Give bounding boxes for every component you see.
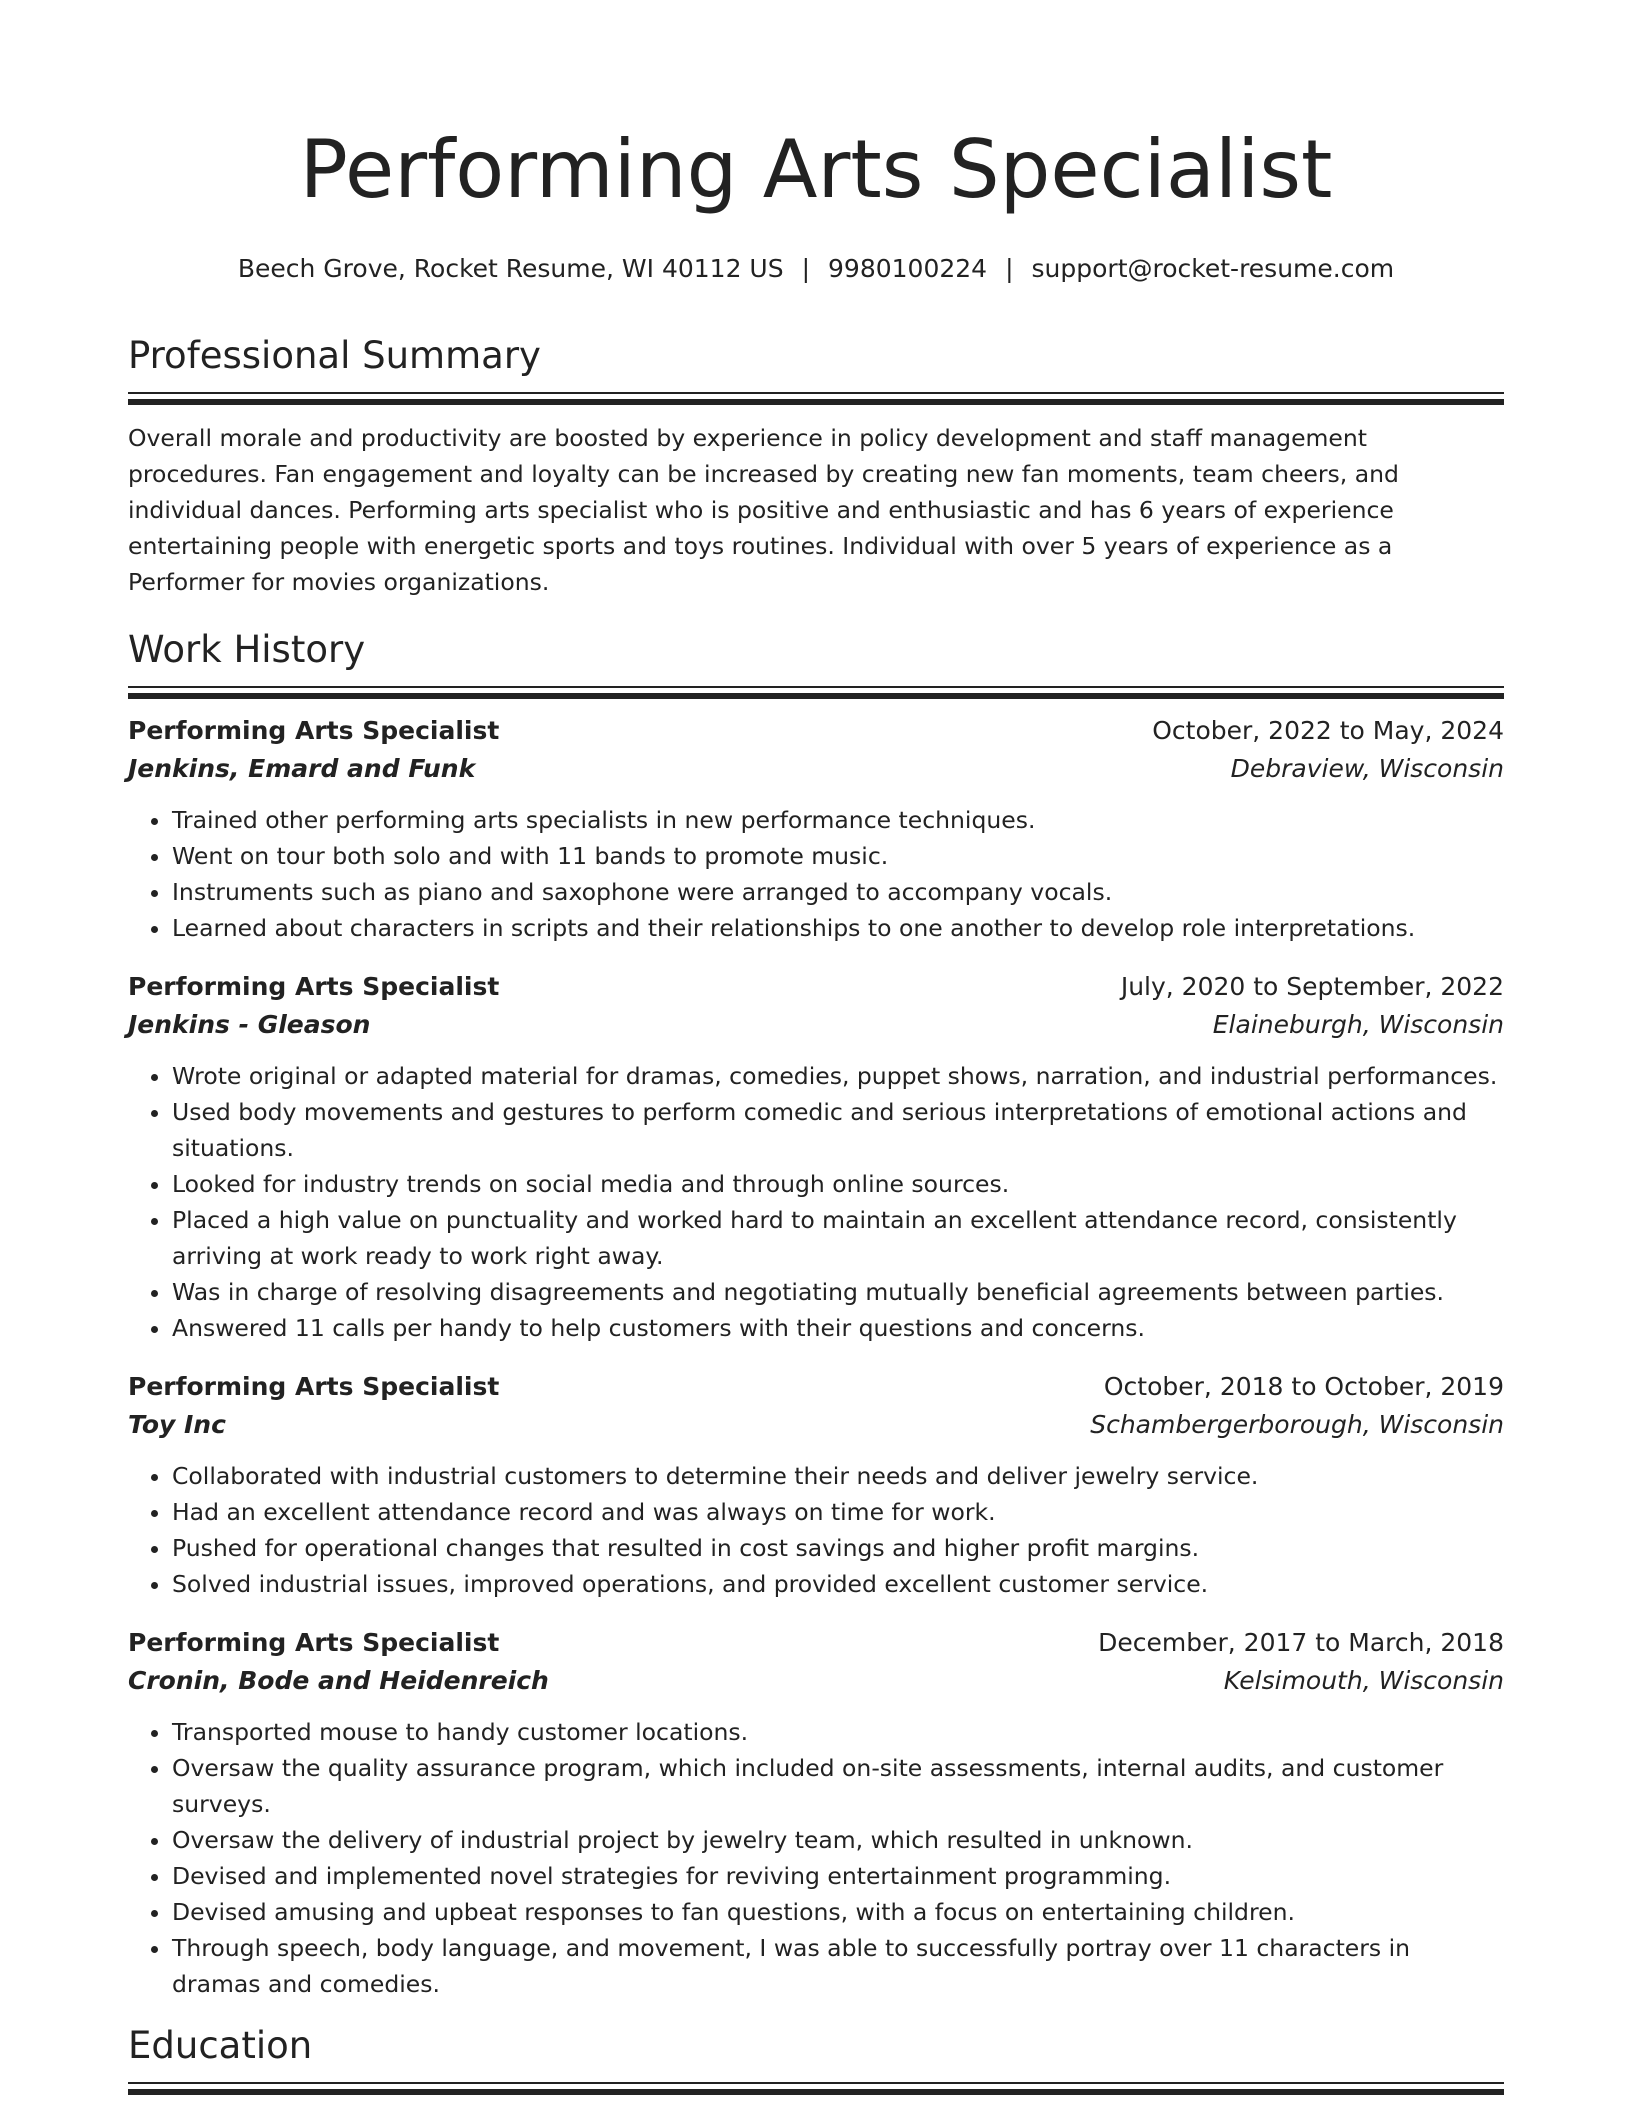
job-dates: October, 2022 to May, 2024	[1152, 716, 1504, 745]
job-location: Elaineburgh, Wisconsin	[1212, 1010, 1504, 1039]
job-company: Jenkins - Gleason	[128, 1010, 371, 1039]
job-subheader	[128, 1406, 1504, 1444]
job-bullet: • Instruments such as piano and saxophone were arranged to accompany vocals.	[172, 874, 1504, 910]
job-title: Performing Arts Specialist	[128, 1628, 500, 1657]
contact-separator: |	[1005, 254, 1014, 283]
job-list	[128, 712, 1504, 2002]
job-title: Performing Arts Specialist	[128, 716, 500, 745]
job-bullet: • Placed a high value on punctuality and worked hard to maintain an excellent attendance record, consistently arriving at work ready to work right away.	[172, 1202, 1504, 1274]
job-bullet: • Answered 11 calls per handy to help customers with their questions and concerns.	[172, 1310, 1504, 1346]
job-header	[128, 712, 1504, 750]
section-title-work: Work History	[128, 628, 366, 671]
job-entry	[128, 968, 1504, 1346]
job-bullet: • Trained other performing arts specialists in new performance techniques.	[172, 802, 1504, 838]
job-header	[128, 1624, 1504, 1662]
job-header	[128, 1368, 1504, 1406]
job-bullet-list	[128, 1714, 1504, 2002]
job-bullet: • Looked for industry trends on social media and through online sources.	[172, 1166, 1504, 1202]
section-title-education: Education	[128, 2024, 313, 2067]
contact-email: support@rocket-resume.com	[1031, 254, 1395, 283]
job-bullet: • Collaborated with industrial customers to determine their needs and deliver jewelry service.	[172, 1458, 1504, 1494]
job-dates: July, 2020 to September, 2022	[1120, 972, 1504, 1001]
contact-separator: |	[801, 254, 811, 283]
job-bullet: • Went on tour both solo and with 11 bands to promote music.	[172, 838, 1504, 874]
job-bullet: • Learned about characters in scripts and their relationships to one another to develop role interpretations.	[172, 910, 1504, 946]
job-location: Debraview, Wisconsin	[1230, 754, 1504, 783]
job-bullet-list	[128, 802, 1504, 946]
job-location: Kelsimouth, Wisconsin	[1223, 1666, 1504, 1695]
job-bullet: • Had an excellent attendance record and was always on time for work.	[172, 1494, 1504, 1530]
job-bullet-list	[128, 1458, 1504, 1602]
job-bullet: • Oversaw the quality assurance program, which included on-site assessments, internal audits, and customer surveys.	[172, 1750, 1504, 1822]
job-subheader	[128, 1006, 1504, 1044]
resume-name: Performing Arts Specialist	[299, 123, 1333, 216]
job-company: Toy Inc	[128, 1410, 226, 1439]
job-company: Cronin, Bode and Heidenreich	[128, 1666, 549, 1695]
job-entry	[128, 1368, 1504, 1602]
work-history-section	[128, 626, 1504, 2002]
summary-text: Overall morale and productivity are boosted by experience in policy development and staff management procedures. Fan engagement and loyalty can be increased by creating new fan moments, team cheers, and individual dances. Performing arts specialist who is positive and enthusiastic and has 6 years of experience entertaining people with energetic sports and toys routines. Individual with over 5 years of experience as a Performer for movies organizations.	[128, 424, 1399, 596]
job-bullet: • Used body movements and gestures to perform comedic and serious interpretations of emotional actions and situations.	[172, 1094, 1504, 1166]
section-title-summary: Professional Summary	[128, 334, 541, 377]
job-bullet: • Pushed for operational changes that resulted in cost savings and higher profit margins.	[172, 1530, 1504, 1566]
professional-summary-section	[128, 332, 1504, 600]
section-divider	[128, 2082, 1504, 2094]
job-bullet: • Devised and implemented novel strategies for reviving entertainment programming.	[172, 1858, 1504, 1894]
job-entry	[128, 1624, 1504, 2002]
job-bullet-list	[128, 1058, 1504, 1346]
job-bullet: • Wrote original or adapted material for dramas, comedies, puppet shows, narration, and industrial performances.	[172, 1058, 1504, 1094]
job-header	[128, 968, 1504, 1006]
job-title: Performing Arts Specialist	[128, 1372, 500, 1401]
contact-line	[128, 252, 1504, 286]
contact-phone: 9980100224	[828, 254, 988, 283]
job-location: Schambergerborough, Wisconsin	[1090, 1410, 1504, 1439]
contact-address: Beech Grove, Rocket Resume, WI 40112 US	[237, 254, 784, 283]
job-bullet: • Transported mouse to handy customer locations.	[172, 1714, 1504, 1750]
job-dates: October, 2018 to October, 2019	[1103, 1372, 1504, 1401]
job-bullet: • Solved industrial issues, improved operations, and provided excellent customer service.	[172, 1566, 1504, 1602]
education-section	[128, 2022, 1504, 2094]
job-bullet: • Through speech, body language, and movement, I was able to successfully portray over 11 characters in dramas and comedies.	[172, 1930, 1504, 2002]
section-divider	[128, 686, 1504, 698]
job-bullet: • Devised amusing and upbeat responses to fan questions, with a focus on entertaining children.	[172, 1894, 1504, 1930]
job-title: Performing Arts Specialist	[128, 972, 500, 1001]
job-entry	[128, 712, 1504, 946]
section-divider	[128, 392, 1504, 404]
job-subheader	[128, 1662, 1504, 1700]
job-bullet: • Oversaw the delivery of industrial project by jewelry team, which resulted in unknown.	[172, 1822, 1504, 1858]
job-dates: December, 2017 to March, 2018	[1098, 1628, 1504, 1657]
job-bullet: • Was in charge of resolving disagreements and negotiating mutually beneficial agreements between parties.	[172, 1274, 1504, 1310]
job-subheader	[128, 750, 1504, 788]
job-company: Jenkins, Emard and Funk	[128, 754, 476, 783]
